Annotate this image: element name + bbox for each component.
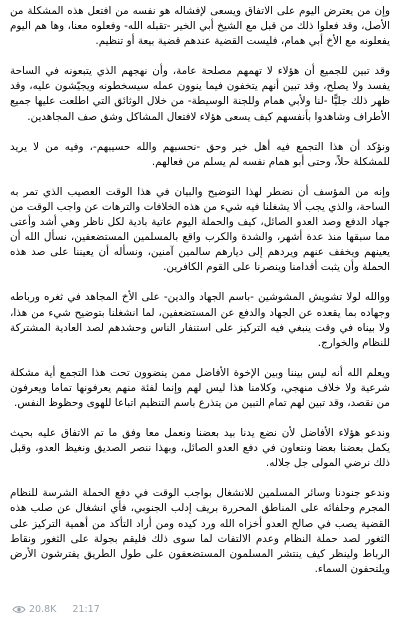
message-time: 21:17 bbox=[72, 604, 100, 615]
paragraph: ويعلم الله أنه ليس بيننا وبين الإخوة الأفاضل ممن ينضوون تحت هذا التجمع أية مشكلة شرعية ولا خلاف منهجي، وكلامنا هذا ليس لهم وإنما لفئة منهم يعرفونها تماما ويعرفون من نقصد، وقد تبين لهم تمام التبين من يتذرع باسم التنظيم اتباعا للهوى وحظوظ النفس. bbox=[10, 366, 390, 409]
paragraph: ووالله لولا تشويش المشوشين -باسم الجهاد والدين- على الأخ المجاهد في ثغره ورباطه وجهاده بما يقعده عن الجهاد والدفع عن المستضعفين، لما انشغلنا بتوضيح شيء من هذا، ولا بيناه في وقت ينبغي فيه التركيز على استنفار الناس وحشدهم لصد العادية المشتركة للنظام والخوارج. bbox=[10, 291, 390, 349]
view-count: 20.8K bbox=[29, 604, 57, 615]
view-counter bbox=[12, 604, 56, 615]
paragraph: وإن من يعترض اليوم على الاتفاق ويسعى لإفشاله هو نفسه من افتعل هذه المشكلة من الأصل، وقد فعلوا ذلك من قبل مع الشيخ أبي الخير -تقبله الله- وفعلوه معنا، وها هم اليوم يفعلونه مع الأخ أبي همام، فليست القضية عندهم قضية بيعة أو تنظيم. bbox=[10, 5, 390, 48]
paragraph: وإنه من المؤسف أن نضطر لهذا التوضيح والبيان في هذا الوقت العصيب الذي تمر به الساحة، والذي يجب ألا يشغلنا فيه شيء من هذه الخلافات والترهات عن واجب الوقت من جهاد الدفع وصد العدو الصائل، كيف والحملة اليوم عاتية بادية لكل ناظر وهي أشد وأعتى مما سبقها منذ عدة أشهر، والشدة والكرب واقع بالمسلمين المستضعفين، نسأل الله أن يعينهم ويخفف عنهم ويردهم إلى ديارهم سالمين آمنين، ونسأله أن يعيننا على صد هذه الحملة وأن يثبت أقدامنا وينصرنا على القوم الكافرين. bbox=[10, 185, 390, 274]
paragraph: ونؤكد أن هذا التجمع فيه أهل خير وحق -نحسبهم والله حسيبهم-، وفيه من لا يريد للمشكلة حلاً، وحتى أبو همام نفسه لم يسلم من فعالهم. bbox=[10, 140, 390, 168]
eye-icon bbox=[12, 605, 26, 614]
paragraph: وقد تبين للجميع أن هؤلاء لا تهمهم مصلحة عامة، وأن نهجهم الذي يتبعونه في الساحة يفسد ولا يصلح، وقد تبين أنهم يتخفون فيما ينوون عمله سيسخطونه ويجيّشون عليه، وقد ظهر ذلك جليًّا -لنا ولأبي همام وللجنة الوسيطة- من خلال الوثائق التي اطلعت عليها جميع الأطراف وشاهدوا بأنفسهم كيف يسعى هؤلاء لافتعال المشاكل وشق صف المجاهدين. bbox=[10, 65, 390, 123]
paragraph: وندعو هؤلاء الأفاضل لأن نضع يدنا بيد بعضنا ونعمل معا وفق ما تم الاتفاق عليه بحيث يكمل بعضنا بعضا ونتعاون في دفع العدو الصائل، وبهذا ننصر الصديق ونغيظ العدو، وقبل ذلك نرضي المولى جل جلاله. bbox=[10, 427, 390, 470]
message-meta bbox=[12, 604, 100, 615]
message-text bbox=[10, 4, 390, 577]
paragraph: وندعو جنودنا وسائر المسلمين للانشغال بواجب الوقت في دفع الحملة الشرسة للنظام المجرم وحلفائه على المناطق المحررة بريف إدلب الجنوبي، فأي انشغال عن صلب هذه القضية يصب في صالح العدو أخزاه الله ورد كيده ومن أراد التأكد من أهمية التركيز على الثغور لصد حملة النظام وعدم الالتفات لما سوى ذلك فليقم بجولة على الثغور ونقاط الرباط ولينظر كيف ينتشر المسلمون المستضعفون على طول الطريق يفترشون الأرض ويلتحفون السماء. bbox=[10, 487, 390, 575]
